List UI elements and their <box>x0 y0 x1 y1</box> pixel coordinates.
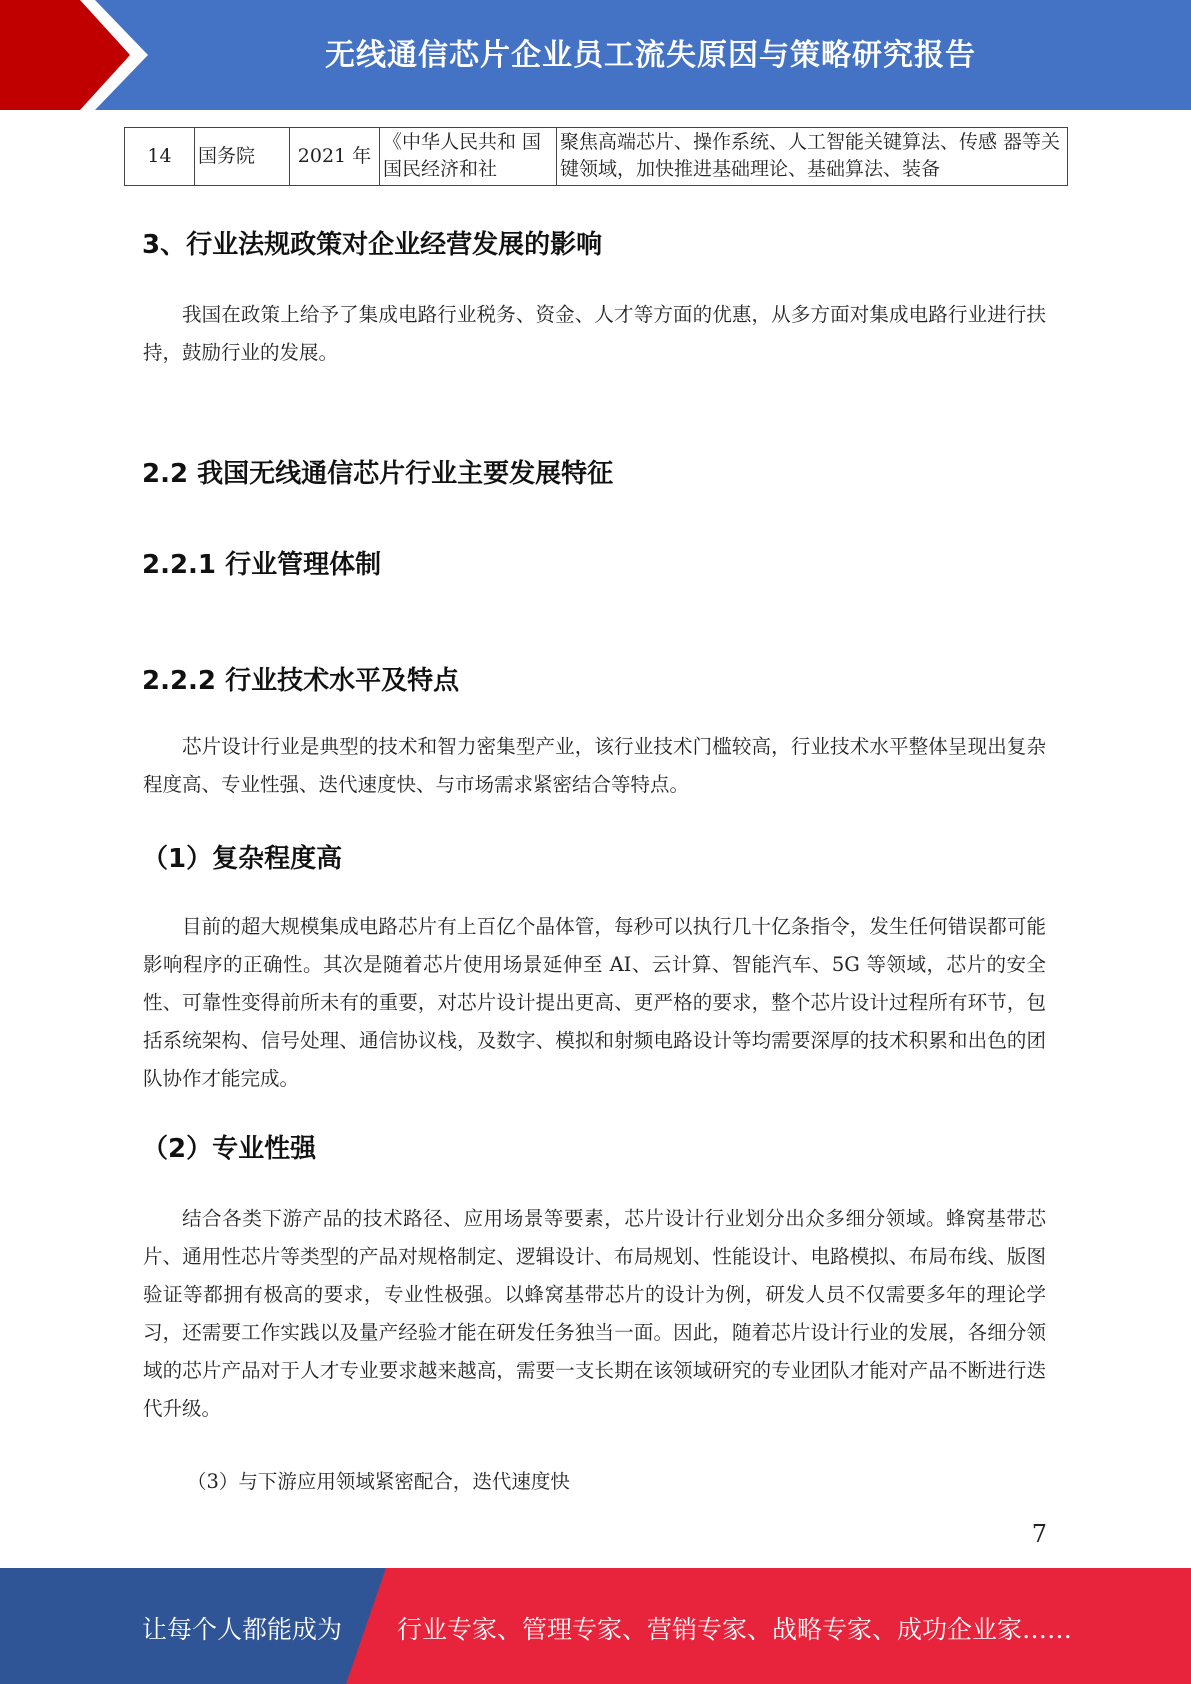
cell-document-text: 《中华人民共和 国国民经济和社 <box>383 131 542 180</box>
page-header <box>0 0 1191 110</box>
paragraph: 目前的超大规模集成电路芯片有上百亿个晶体管，每秒可以执行几十亿条指令，发生任何错误都可能影响程序的正确性。其次是随着芯片使用场景延伸至 AI、云计算、智能汽车、5G 等领域，芯片的安全性、可靠性变得前所未有的重要，对芯片设计提出更高、更严格的要求，整个芯片设计过程所有环节，包括系统架构、信号处理、通信协议栈，及数字、模拟和射频电路设计等均需要深厚的技术积累和出色的团队协作才能完成。 <box>143 915 1046 1090</box>
cell-no: 14 <box>125 128 195 186</box>
red-arrow-banner-icon <box>0 0 150 110</box>
cell-content <box>557 128 1068 186</box>
paragraph: 结合各类下游产品的技术路径、应用场景等要素，芯片设计行业划分出众多细分领域。蜂窝基带芯片、通用性芯片等类型的产品对规格制定、逻辑设计、布局规划、性能设计、电路模拟、布局布线、版图验证等都拥有极高的要求，专业性极强。以蜂窝基带芯片的设计为例，研发人员不仅需要多年的理论学习，还需要工作实践以及量产经验才能在研发任务独当一面。因此，随着芯片设计行业的发展，各细分领域的芯片产品对于人才专业要求越来越高，需要一支长期在该领域研究的专业团队才能对产品不断进行迭代升级。 <box>143 1207 1046 1420</box>
page-footer <box>0 1568 1191 1684</box>
point-heading: （3）与下游应用领域紧密配合，迭代速度快 <box>187 1470 570 1493</box>
cell-content-text: 聚焦高端芯片、操作系统、人工智能关键算法、传感 器等关键领域，加快推进基础理论、基础算法、装备 <box>560 131 1061 180</box>
subsection-heading: 2.2.1 行业管理体制 <box>142 550 382 580</box>
point-heading: （1）复杂程度高 <box>142 844 343 874</box>
report-title: 无线通信芯片企业员工流失原因与策略研究报告 <box>325 38 976 73</box>
cell-issuer: 国务院 <box>195 128 290 186</box>
cell-document <box>380 128 557 186</box>
section-heading: 2.2 我国无线通信芯片行业主要发展特征 <box>142 459 614 489</box>
footer-slogan-left: 让每个人都能成为 <box>142 1615 343 1644</box>
subsection-heading: 2.2.2 行业技术水平及特点 <box>142 666 460 696</box>
paragraph: 芯片设计行业是典型的技术和智力密集型产业，该行业技术门槛较高，行业技术水平整体呈现出复杂程度高、专业性强、迭代速度快、与市场需求紧密结合等特点。 <box>143 735 1046 796</box>
policy-table <box>124 127 1068 186</box>
point-heading: （2）专业性强 <box>142 1134 317 1164</box>
table-row <box>125 128 1068 186</box>
page-number: 7 <box>1031 1520 1047 1548</box>
cell-year: 2021 年 <box>290 128 380 186</box>
section-heading: 3、行业法规政策对企业经营发展的影响 <box>142 230 603 260</box>
paragraph: 我国在政策上给予了集成电路行业税务、资金、人才等方面的优惠，从多方面对集成电路行业进行扶持，鼓励行业的发展。 <box>143 303 1046 364</box>
footer-slogan-right: 行业专家、管理专家、营销专家、战略专家、成功企业家…… <box>397 1615 1073 1644</box>
